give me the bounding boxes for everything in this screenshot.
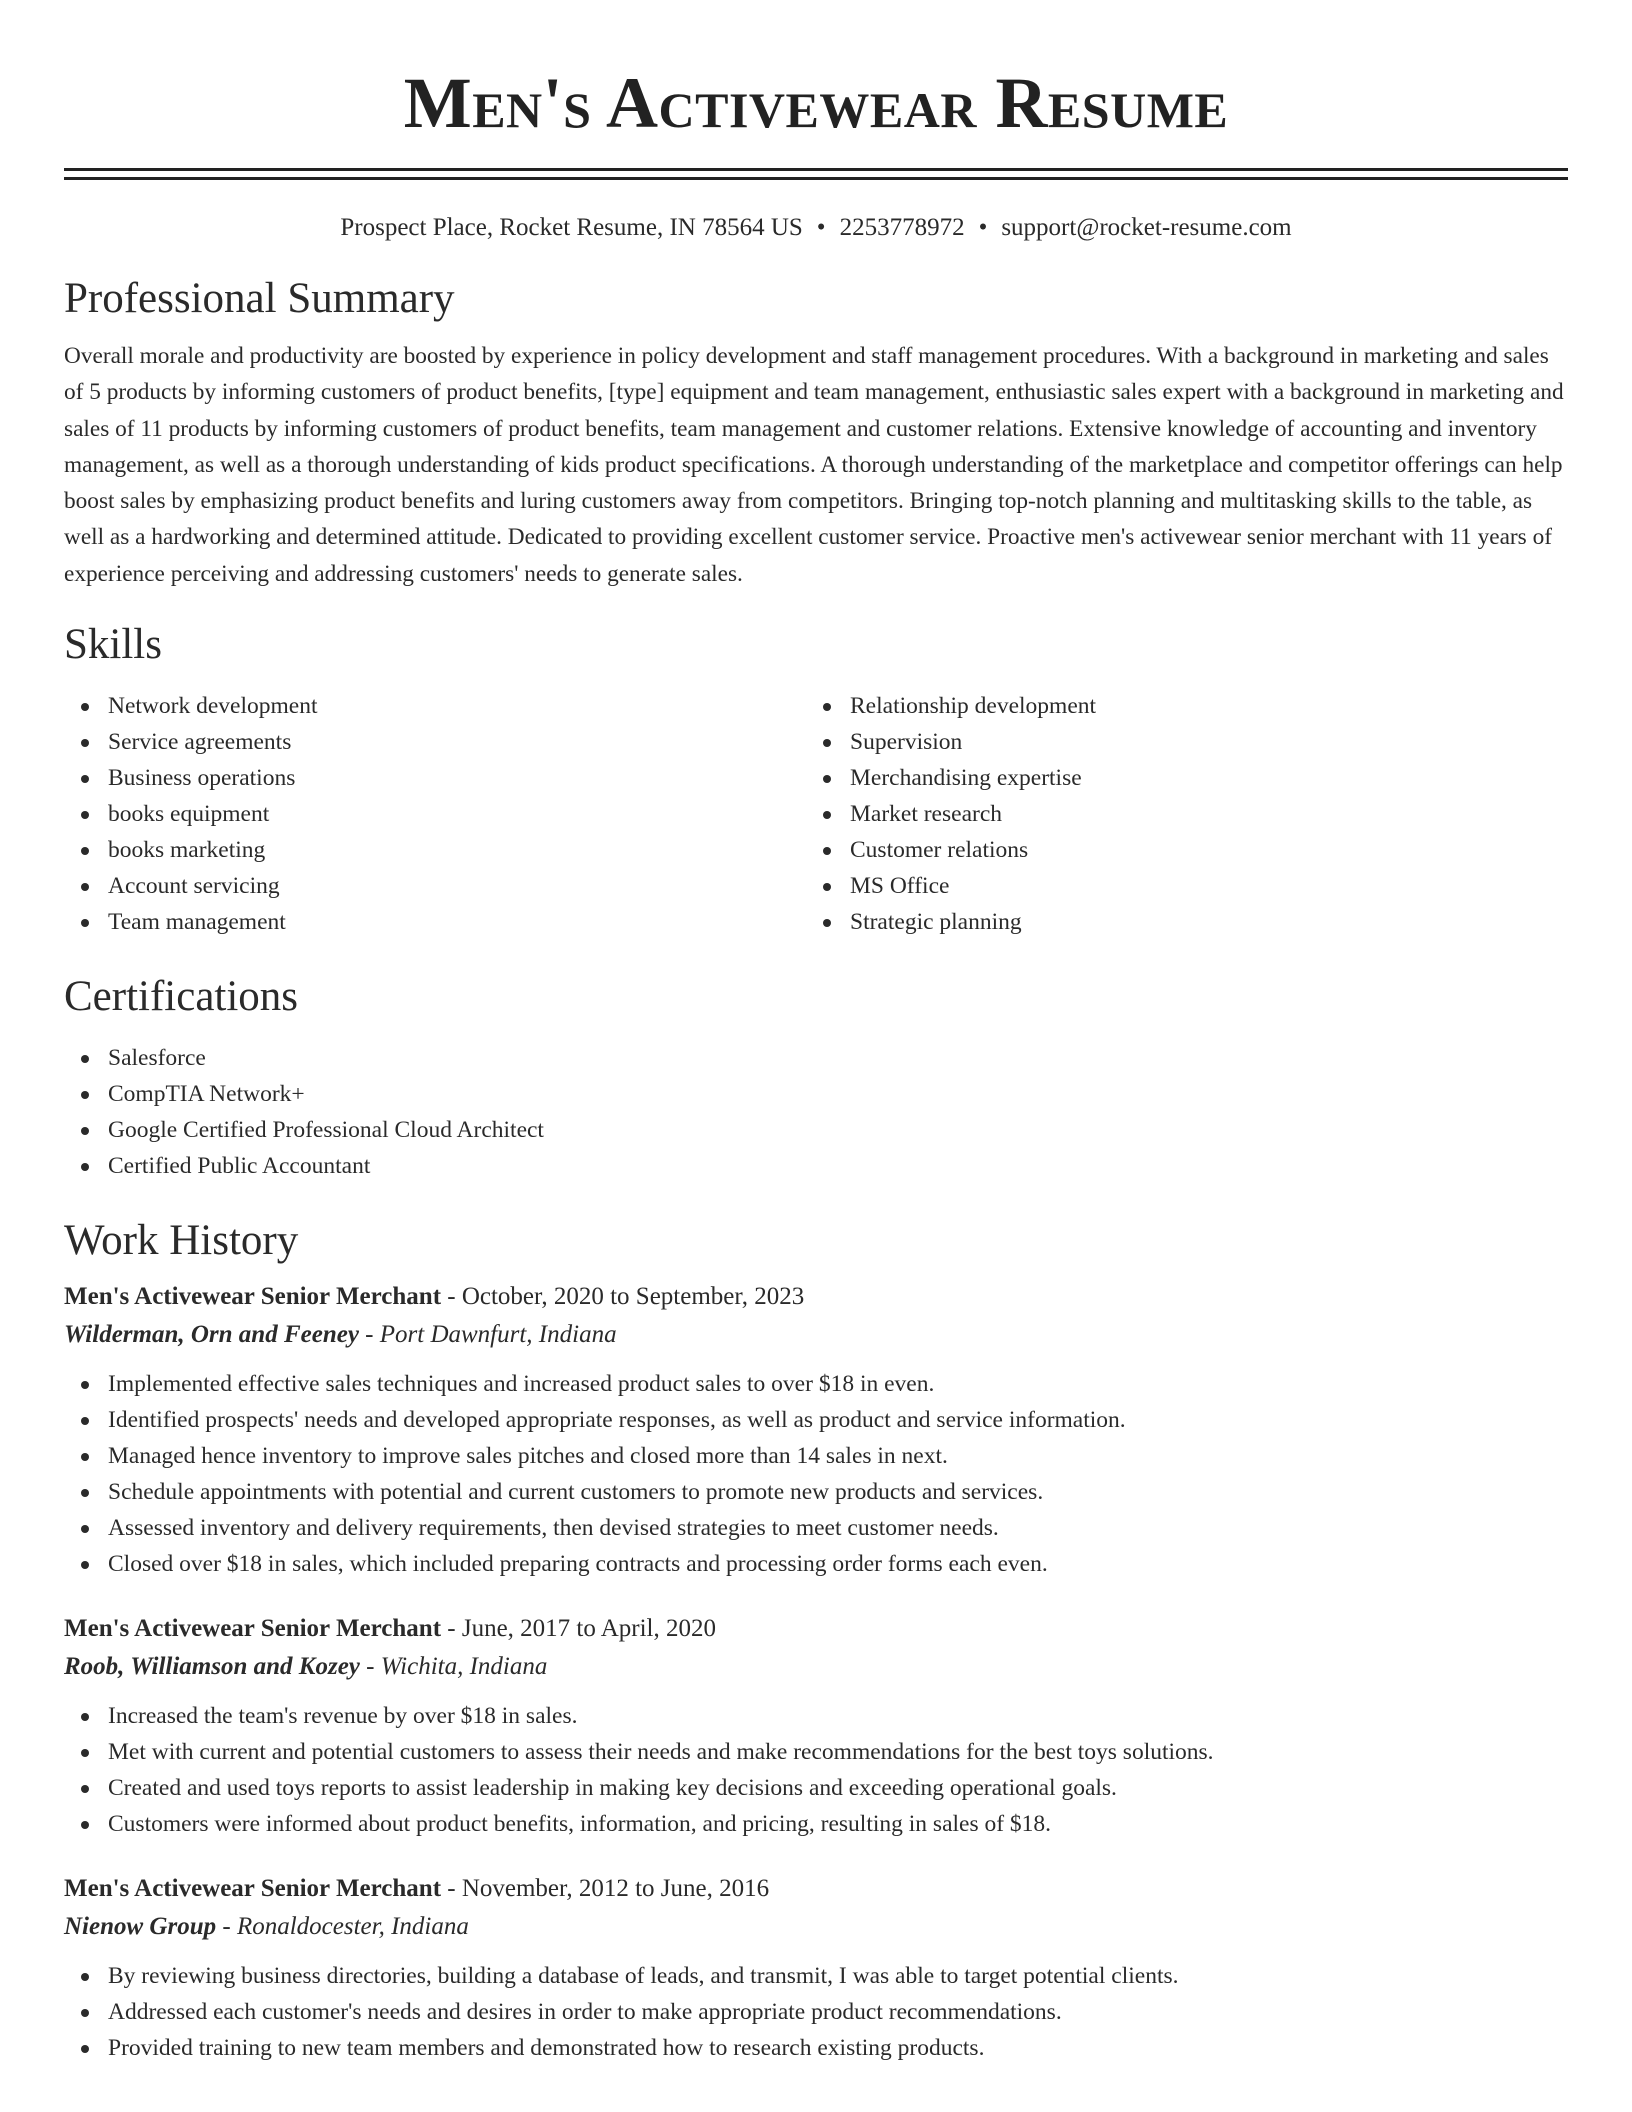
- job-bullet: Assessed inventory and delivery requirements, then devised strategies to meet customer needs.: [64, 1510, 1568, 1546]
- skill-item: Merchandising expertise: [806, 760, 1548, 796]
- work-history-heading: Work History: [64, 1217, 299, 1265]
- certifications-heading: Certifications: [64, 973, 299, 1021]
- job-header: [64, 1278, 1568, 1316]
- job-location: - Ronaldocester, Indiana: [216, 1913, 469, 1941]
- skills-section: [64, 618, 1568, 940]
- skill-item: Service agreements: [64, 724, 806, 760]
- job-entry: [64, 1610, 1568, 1842]
- job-employer: [64, 1648, 1568, 1686]
- job-company: Nienow Group: [64, 1913, 217, 1941]
- skill-item: Team management: [64, 904, 806, 940]
- job-bullet: Provided training to new team members and demonstrated how to research existing products.: [64, 2030, 1568, 2066]
- job-location: - Port Dawnfurt, Indiana: [358, 1321, 617, 1349]
- skills-grid: [64, 688, 1568, 940]
- job-dates: - October, 2020 to September, 2023: [441, 1283, 805, 1311]
- job-bullet: Addressed each customer's needs and desires in order to make appropriate product recommendations.: [64, 1994, 1568, 2030]
- job-bullet: Schedule appointments with potential and current customers to promote new products and services.: [64, 1474, 1568, 1510]
- certifications-list: [64, 1040, 1568, 1184]
- job-header: [64, 1610, 1568, 1648]
- skill-item: Account servicing: [64, 868, 806, 904]
- work-history-section: [64, 1214, 1568, 2066]
- job-employer: [64, 1908, 1568, 1946]
- skill-item: Relationship development: [806, 688, 1548, 724]
- job-bullet: Created and used toys reports to assist leadership in making key decisions and exceeding operational goals.: [64, 1770, 1568, 1806]
- contact-separator: •: [816, 214, 826, 241]
- skill-item: books marketing: [64, 832, 806, 868]
- job-bullets: [64, 1698, 1568, 1842]
- resume-title: Men's Activewear Resume: [403, 63, 1229, 143]
- job-dates: - June, 2017 to April, 2020: [441, 1615, 717, 1643]
- skills-right-column: [806, 688, 1548, 940]
- skill-item: Business operations: [64, 760, 806, 796]
- job-bullets: [64, 1366, 1568, 1582]
- job-dates: - November, 2012 to June, 2016: [441, 1875, 770, 1903]
- skill-item: Strategic planning: [806, 904, 1548, 940]
- skill-item: MS Office: [806, 868, 1548, 904]
- summary-section: [64, 272, 1568, 592]
- job-title: Men's Activewear Senior Merchant: [64, 1283, 442, 1311]
- job-bullet: Customers were informed about product benefits, information, and pricing, resulting in sales of $18.: [64, 1806, 1568, 1842]
- job-title: Men's Activewear Senior Merchant: [64, 1615, 442, 1643]
- skills-left-column: [64, 688, 806, 940]
- title-double-rule: [64, 168, 1568, 180]
- job-company: Roob, Williamson and Kozey: [64, 1653, 360, 1681]
- certifications-section: [64, 970, 1568, 1184]
- summary-heading: Professional Summary: [64, 275, 455, 322]
- skill-item: Network development: [64, 688, 806, 724]
- contact-phone: 2253778972: [839, 214, 965, 241]
- job-bullet: Closed over $18 in sales, which included preparing contracts and processing order forms each even.: [64, 1546, 1568, 1582]
- contact-address: Prospect Place, Rocket Resume, IN 78564 US: [340, 214, 803, 241]
- skill-item: Customer relations: [806, 832, 1548, 868]
- contact-email: support@rocket-resume.com: [1001, 214, 1292, 241]
- certification-item: Certified Public Accountant: [64, 1148, 1568, 1184]
- job-header: [64, 1870, 1568, 1908]
- certification-item: Google Certified Professional Cloud Architect: [64, 1112, 1568, 1148]
- contact-line: [64, 212, 1568, 244]
- skill-item: Supervision: [806, 724, 1548, 760]
- job-title: Men's Activewear Senior Merchant: [64, 1875, 442, 1903]
- job-entry: [64, 1278, 1568, 1582]
- job-bullet: Increased the team's revenue by over $18 in sales.: [64, 1698, 1568, 1734]
- resume-page: [64, 0, 1568, 2066]
- certification-item: CompTIA Network+: [64, 1076, 1568, 1112]
- job-bullet: By reviewing business directories, building a database of leads, and transmit, I was able to target potential clients.: [64, 1958, 1568, 1994]
- skill-item: Market research: [806, 796, 1548, 832]
- contact-separator: •: [978, 214, 988, 241]
- job-bullets: [64, 1958, 1568, 2066]
- job-bullet: Met with current and potential customers to assess their needs and make recommendations for the best toys solutions.: [64, 1734, 1568, 1770]
- job-bullet: Identified prospects' needs and developed appropriate responses, as well as product and service information.: [64, 1402, 1568, 1438]
- job-bullet: Implemented effective sales techniques and increased product sales to over $18 in even.: [64, 1366, 1568, 1402]
- job-entry: [64, 1870, 1568, 2066]
- job-location: - Wichita, Indiana: [359, 1653, 548, 1681]
- certification-item: Salesforce: [64, 1040, 1568, 1076]
- skill-item: books equipment: [64, 796, 806, 832]
- skills-heading: Skills: [64, 621, 162, 669]
- summary-text: Overall morale and productivity are boosted by experience in policy development and staff management procedures. With a background in marketing and sales of 5 products by informing customers of product benefits, [type] equipment and team management, enthusiastic sales expert with a background in marketing and sales of 11 products by informing customers of product benefits, team management and customer relations. Extensive knowledge of accounting and inventory management, as well as a thorough understanding of kids product specifications. A thorough understanding of the marketplace and competitor offerings can help boost sales by emphasizing product benefits and luring customers away from competitors. Bringing top-notch planning and multitasking skills to the table, as well as a hardworking and determined attitude. Dedicated to providing excellent customer service. Proactive men's activewear senior merchant with 11 years of experience perceiving and addressing customers' needs to generate sales.: [64, 343, 1564, 587]
- job-employer: [64, 1316, 1568, 1354]
- job-company: Wilderman, Orn and Feeney: [64, 1321, 359, 1349]
- job-bullet: Managed hence inventory to improve sales pitches and closed more than 14 sales in next.: [64, 1438, 1568, 1474]
